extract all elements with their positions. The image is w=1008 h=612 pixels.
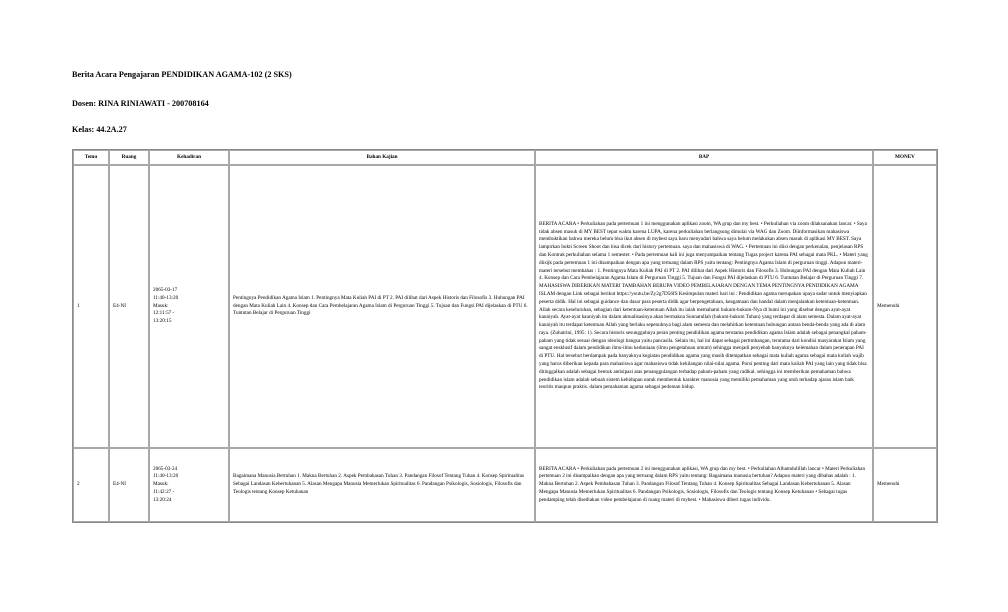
table-header-row [73, 150, 937, 165]
ruang-cell: E4-NI [109, 165, 149, 448]
kehadiran-in: 11:42:27 - [153, 488, 175, 495]
kehadiran-cell [149, 448, 229, 522]
kehadiran-label: Masuk: [153, 302, 169, 309]
class-info: Kelas: 44.2A.27 [72, 125, 127, 134]
column-header-kehadiran: Kehadiran [149, 150, 229, 165]
column-header-temu: Temu [73, 150, 109, 165]
bap-cell: BERITA ACARA • Perkuliahan pada pertemuan 2 ini menggunakan aplikasi, WA grup dan my best. • Perkuliahan Alhamdulillah lancar • Materi Perkuliahan pertemuan 2 ini disampaikan dengan apa yang tertuang dalam RPS yaitu tentang: Bagaimana manusia bertuhan? Adapun materi yang dibahas adalah : 1. Makna Bertuhan 2. Aspek Pembahasan Tuhan 3. Pandangan Filosof Tentang Tuhan 4. Konsep Spiritualitas Sebagai Landasan Kebertuhanan 5. Alasan Mengapa Manusia Memerlukan Spiritualitas 6. Pandangan Psikologis, Sosiologis, Filosofis dan Teologis tentang Konsep Ketuhanan • Sebagai tugas pendamping telah disediakan video pembelajaran di ruang materi di mybest. • Mahasiswa diberi tugas individu. [535, 448, 873, 522]
table-row [73, 165, 937, 448]
kehadiran-time: 11:40-13:20 [153, 473, 179, 480]
kehadiran-out: 13:20:24 [153, 496, 172, 503]
column-header-ruang: Ruang [109, 150, 149, 165]
kehadiran-out: 13:20:15 [153, 318, 172, 325]
table-row [73, 448, 937, 522]
page-title: Berita Acara Pengajaran PENDIDIKAN AGAMA-102 (2 SKS) [72, 70, 292, 79]
bap-table [72, 149, 938, 523]
monev-cell: Memenuhi [873, 165, 937, 448]
monev-cell: Memenuhi [873, 448, 937, 522]
ruang-cell: E4-NI [109, 448, 149, 522]
kehadiran-date: 2065-03-24 [153, 465, 178, 472]
kehadiran-date: 2065-03-17 [153, 287, 178, 293]
column-header-bahan-kajian: Bahan Kajian [229, 150, 535, 165]
kehadiran-time: 11:40-13:20 [153, 294, 179, 301]
lecturer-info: Dosen: RINA RINIAWATI - 200708164 [72, 99, 209, 108]
temu-cell: 2 [73, 448, 109, 522]
column-header-monev: MONEV [873, 150, 937, 165]
kehadiran-cell [149, 165, 229, 448]
temu-cell: 1 [73, 165, 109, 448]
bahan-kajian-cell: Bagaimana Manusia Bertuhan 1. Makna Bertuhan 2. Aspek Pembahasan Tuhan 3. Pandangan Filosof Tentang Tuhan 4. Konsep Spiritualitas Sebagai Landasan Kebertuhanan 5. Alasan Mengapa Manusia Memerlukan Spiritualitas 6. Pandangan Psikologis, Sosiologis, Filosofis dan Teologis tentang Konsep Ketuhanan [229, 448, 535, 522]
bap-cell: BERITA ACARA • Perkuliahan pada pertemuan 1 ini menggunakan aplikasi zoom, WA grup dan my best. • Perkuliahan via zoom dilaksanakan lancar. • Saya tidak absen masuk di MY BEST tepat waktu karena LUPA, karena perkuliahan berlangsung dimulai via WAG dan Zoom. Diinformasikan mahasiswa membuktikan bahwa mereka belum bisa ikut absen di mybest saya baru menyadari bahwa saya belum melakukan absen masuk di aplikasi MY BEST. Saya lampirkan bukti Screen Shoot dan bisa dicek dari history pertemuan. saya dan mahasiswa di WAG. • Pertemuan ini diisi dengan perkenalan, penjelasan RPS dan Kontrak perkuliahan selama 1 semester. • Pada pertemuan kali ini juga menyampaikan tentang Tugas project karena PAI sebagai mata PKL. • Materi yang diisijk pada pertemuan 1 ini disampaikan dengan apa yang tertuang dalam RPS yaitu tentang: Pentingnya Agama Islam di perguruan tinggi. Adapun materi-materi tersebut membahas : 1. Pentingnya Mata Kuliah PAI di PT 2. PAI dilihat dari Aspek Historis dan Filosofis 3. Hubungan PAI dengan Mata Kuliah Lain 4. Konsep dan Cara Pembelajaran Agama Islam di Perguruan Tinggi 5. Tujuan dan Fungsi PAI dijelaskan di PTU 6. Tuntutan Belajar di Perguruan Tinggi 7. MAHASISWA DIBERIKAN MATERI TAMBAHAN BERUPA VIDEO PEMBELAJARAN DENGAN TEMA PENTINGNYA PENDIDIKAN AGAMA ISLAM dengan Link sebagai berikut https://youtu.be/Zy2g7D56fS Kesimpulan materi hari ini : Pendidikan agama merupakan upaya sadar untuk menyiapkan peserta didik. Hal ini sebagai guidance dan dasar para peserta didik agar berpengetahuan, keagamaan dan handal dalam menjalankan ketentuan-ketentuan. Allah secara keseluruhan, sebagian dari ketentuan-ketentuan Allah itu ialah memahami hukum-hukum-Nya di bumi ini yang disebut dengan ayat-ayat kauniyah. Ayat-ayat kauniyah itu dalam aktualisasinya akan bermakna Sunnatullah (hukum-hukum Tuhan) yang terdapat di alam semesta. Dalam ayat-ayat kauniyah itu terdapat ketentuan Allah yang berlaku sepenuhnya bagi alam semesta dan melahirkan ketentuan hubungan antara benda-benda yang ada di alam raya. (Zuhairini, 1995: 1). Secara historis sesungguhnya peran penting pendidikan agama terutama pendidikan agama Islam adalah sebagai penangkal paham-paham yang tidak sesuai dengan ideologi bangsa yaitu pancasila. Selain itu, hal ini dapat sebagai pertimbangan, terutama dari kondisi masyarakat Islam yang sangat ensklusif dalam pendidikan ilmu-ilmu keduniaan (ilmu pengetahuan umum) sehingga menjadi penyebab banyaknya kelemahan dalam penerapan PAI di PTU. Hal tersebut berdampak pada banyaknya kegiatan pendidikan agama yang masih ditempatkan sebagai mata kuliah agama sebagai mata kuliah wajib yang harus diberikan kepada para mahasiswa agar mahasiswa tidak kehilangan nilai-nilai agama. Porsi penting dari mata kuliah PAI yang lain yang tidak bisa ditinggalkan adalah sebagai bentuk antisipasi atas penanggulangan terhadap paham-paham yang radikal. sehingga ini memberikan pemahaman bahwa pendidikan islam adalah sebuah sistem kehidupan untuk membentuk karakter manusia yang memiliki pemahaman yang utuh terhadap ajaran islam baik teoritis maupun praktis. dalam pemahaman agama sebagai pedoman hidup. [535, 165, 873, 448]
kehadiran-in: 12:11:57 - [153, 310, 175, 317]
kehadiran-label: Masuk: [153, 481, 169, 488]
bahan-kajian-cell: Pentingnya Pendidikan Agama Islam 1. Pentingnya Mata Kuliah PAI di PT 2. PAI dilihat dari Aspek Historis dan Filosofis 3. Hubungan PAI dengan Mata Kuliah Lain 4. Konsep dan Cara Pembelajaran Agama Islam di Perguruan Tinggi 5. Tujuan dan Fungsi PAI dijelaskan di PTU 6. Tuntutan Belajar di Perguruan Tinggi [229, 165, 535, 448]
column-header-bap: BAP [535, 150, 873, 165]
